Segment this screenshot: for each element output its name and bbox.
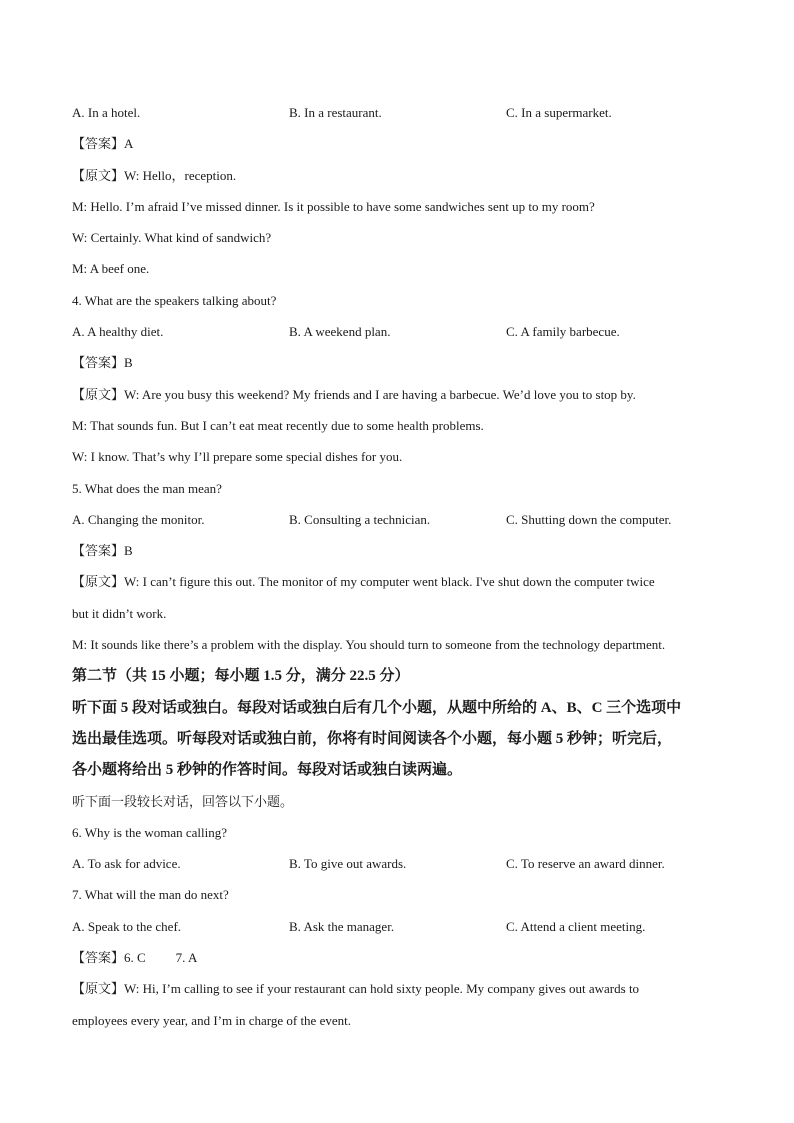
q6-question: 6. Why is the woman calling? <box>72 824 228 840</box>
q3-option-b: B. In a restaurant. <box>289 105 382 120</box>
q5-option-c: C. Shutting down the computer. <box>506 511 672 527</box>
q5-options <box>72 510 732 541</box>
q67-answer-first: 【答案】6. C <box>72 950 146 966</box>
q6-option-c: C. To reserve an award dinner. <box>506 856 665 872</box>
q6-option-b: B. To give out awards. <box>289 856 407 872</box>
section2-instructions-line: 听下面 5 段对话或独白。每段对话或独白后有几个小题，从题中所给的 A、B、C 三个选项中 <box>72 699 682 716</box>
q3-options <box>72 103 732 134</box>
q4-question: 4. What are the speakers talking about? <box>72 292 277 308</box>
q7-options <box>72 917 732 948</box>
q4-option-b: B. A weekend plan. <box>289 324 391 340</box>
q5-option-b: B. Consulting a technician. <box>289 511 431 527</box>
q5-transcript-line: but it didn’t work. <box>72 605 167 621</box>
q6-options <box>72 854 732 885</box>
q5-transcript-line: M: It sounds like there’s a problem with the display. You should turn to someone from the technology department. <box>72 637 666 653</box>
q7-option-a: A. Speak to the chef. <box>72 918 182 934</box>
q3-transcript-line: M: Hello. I’m afraid I’ve missed dinner. Is it possible to have some sandwiches sent up to my room? <box>72 198 595 214</box>
q3-transcript-line: M: A beef one. <box>72 261 150 277</box>
q3-option-c: C. In a supermarket. <box>506 105 612 120</box>
q5-question: 5. What does the man mean? <box>72 480 222 496</box>
q4-transcript-line: 【原文】W: Are you busy this weekend? My friends and I are having a barbecue. We’d love you to stop by. <box>72 386 636 402</box>
q3-answer: 【答案】A <box>72 136 134 152</box>
section2-heading: 第二节（共 15 小题；每小题 1.5 分，满分 22.5 分） <box>72 668 410 685</box>
q4-option-a: A. A healthy diet. <box>72 324 164 340</box>
section2-instructions-line: 各小题将给出 5 秒钟的作答时间。每段对话或独白读两遍。 <box>72 762 463 779</box>
q67-transcript-line: employees every year, and I’m in charge of the event. <box>72 1012 351 1028</box>
q5-transcript-line: 【原文】W: I can’t figure this out. The monitor of my computer went black. I've shut down the computer twice <box>72 574 655 590</box>
section2-instructions-line: 选出最佳选项。听每段对话或独白前，你将有时间阅读各个小题，每小题 5 秒钟；听完后， <box>72 730 673 747</box>
q4-option-c: C. A family barbecue. <box>506 324 620 340</box>
q7-question: 7. What will the man do next? <box>72 887 229 903</box>
q3-transcript-line: 【原文】W: Hello，reception. <box>72 167 237 183</box>
q5-answer: 【答案】B <box>72 543 133 559</box>
q4-answer: 【答案】B <box>72 355 133 371</box>
document-page <box>72 103 732 1042</box>
q4-transcript-line: W: I know. That’s why I’ll prepare some special dishes for you. <box>72 449 403 465</box>
q5-option-a: A. Changing the monitor. <box>72 511 205 527</box>
q7-option-b: B. Ask the manager. <box>289 918 395 934</box>
q4-transcript-line: M: That sounds fun. But I can’t eat meat recently due to some health problems. <box>72 417 484 433</box>
q67-answer-second: 7. A <box>175 950 198 966</box>
q3-transcript-line: W: Certainly. What kind of sandwich? <box>72 230 272 246</box>
q3-option-a: A. In a hotel. <box>72 105 141 120</box>
section2-lead: 听下面一段较长对话，回答以下小题。 <box>72 793 294 809</box>
q4-options <box>72 322 732 353</box>
q7-option-c: C. Attend a client meeting. <box>506 918 646 934</box>
q67-answer <box>72 948 732 979</box>
q6-option-a: A. To ask for advice. <box>72 856 181 872</box>
q67-transcript-line: 【原文】W: Hi, I’m calling to see if your restaurant can hold sixty people. My company gives out awards to <box>72 981 640 997</box>
